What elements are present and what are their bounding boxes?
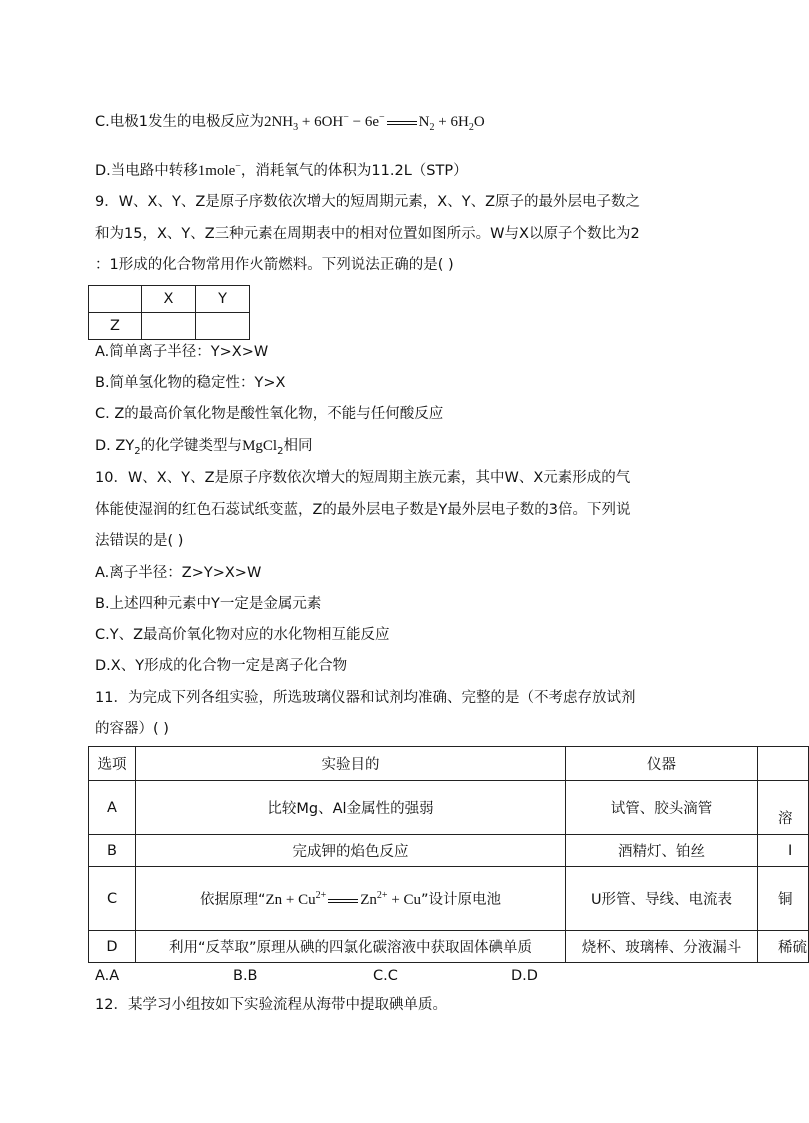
q11-option-a: A.A xyxy=(95,968,120,984)
header-option: 选项 xyxy=(89,747,136,781)
table-cell-x: X xyxy=(142,286,196,313)
q9-option-b: B.简单氢化物的稳定性：Y>X xyxy=(95,375,286,391)
table-cell-z: Z xyxy=(89,313,142,340)
row-option: D xyxy=(89,931,136,963)
row-purpose: 比较Mg、Al金属性的强弱 xyxy=(136,781,566,835)
row-reagent: 稀硫 xyxy=(758,931,809,963)
q9-stem-line2: 和为15，X、Y、Z三种元素在周期表中的相对位置如图所示。W与X以原子个数比为2 xyxy=(95,226,640,242)
row-purpose: 完成钾的焰色反应 xyxy=(136,835,566,867)
q12-stem: 12．某学习小组按如下实验流程从海带中提取碘单质。 xyxy=(95,997,447,1013)
q9-stem-line3: ：1形成的化合物常用作火箭燃料。下列说法正确的是( ) xyxy=(95,257,454,273)
row-instrument: U形管、导线、电流表 xyxy=(566,867,758,931)
q9-stem-line1: 9．W、X、Y、Z是原子序数依次增大的短周期元素，X、Y、Z原子的最外层电子数之 xyxy=(95,194,641,210)
q10-option-b: B.上述四种元素中Y一定是金属元素 xyxy=(95,596,322,612)
equals-bar xyxy=(328,899,358,903)
header-reagent xyxy=(758,747,809,781)
table-header-row xyxy=(89,747,809,781)
row-reagent: 铜 xyxy=(758,867,809,931)
q11-option-b: B.B xyxy=(233,968,258,984)
row-option: C xyxy=(89,867,136,931)
q10-stem-line1: 10．W、X、Y、Z是原子序数依次增大的短周期主族元素，其中W、X元素形成的气 xyxy=(95,470,631,486)
q9-option-d: D. $ZY_2$的化学键类型与MgCl$_2$相同 xyxy=(95,438,313,457)
q11-stem-line2: 的容器）( ) xyxy=(95,721,169,737)
table-row xyxy=(89,867,809,931)
q11-stem-line1: 11．为完成下列各组实验，所选玻璃仪器和试剂均准确、完整的是（不考虑存放试剂 xyxy=(95,690,636,706)
q11-option-c: C.C xyxy=(373,968,398,984)
q8-option-d: D.当电路中转移1mole−，消耗氧气的体积为11.2L（STP） xyxy=(95,161,468,179)
header-purpose: 实验目的 xyxy=(136,747,566,781)
q9-option-c: C. Z的最高价氧化物是酸性氧化物，不能与任何酸反应 xyxy=(95,406,444,422)
q8-option-c: C.电极1发生的电极反应为$2NH_3 + 6OH^- - 6e^-$ $N_2 + 6H_2O$ xyxy=(95,112,485,133)
q10-stem-line3: 法错误的是( ) xyxy=(95,533,184,549)
row-reagent: I xyxy=(758,835,809,867)
q10-stem-line2: 体能使湿润的红色石蕊试纸变蓝，Z的最外层电子数是Y最外层电子数的3倍。下列说 xyxy=(95,502,631,518)
q10-option-d: D.X、Y形成的化合物一定是离子化合物 xyxy=(95,658,348,674)
table-cell-y: Y xyxy=(196,286,250,313)
q11-option-d: D.D xyxy=(511,968,538,984)
q10-option-a: A.离子半径：Z>Y>X>W xyxy=(95,565,262,581)
q9-option-a: A.简单离子半径：Y>X>W xyxy=(95,344,269,360)
row-purpose: 依据原理“$Zn + Cu^{2+}$ $Zn^{2+} + Cu$”设计原电池 xyxy=(136,867,566,931)
table-row xyxy=(89,781,809,835)
q8-c-equation: $2NH_3 + 6OH^- - 6e^-$ $N_2 + 6H_2O$ xyxy=(263,112,485,133)
row-reagent: 溶 xyxy=(758,781,809,835)
row-option: A xyxy=(89,781,136,835)
row-instrument: 酒精灯、铂丝 xyxy=(566,835,758,867)
table-row xyxy=(89,931,809,963)
header-instrument: 仪器 xyxy=(566,747,758,781)
experiment-table xyxy=(88,746,809,963)
row-instrument: 烧杯、玻璃棒、分液漏斗 xyxy=(566,931,758,963)
row-purpose: 利用“反萃取”原理从碘的四氯化碳溶液中获取固体碘单质 xyxy=(136,931,566,963)
table-row xyxy=(89,835,809,867)
q10-option-c: C.Y、Z最高价氧化物对应的水化物相互能反应 xyxy=(95,627,390,643)
row-option: B xyxy=(89,835,136,867)
row-instrument: 试管、胶头滴管 xyxy=(566,781,758,835)
